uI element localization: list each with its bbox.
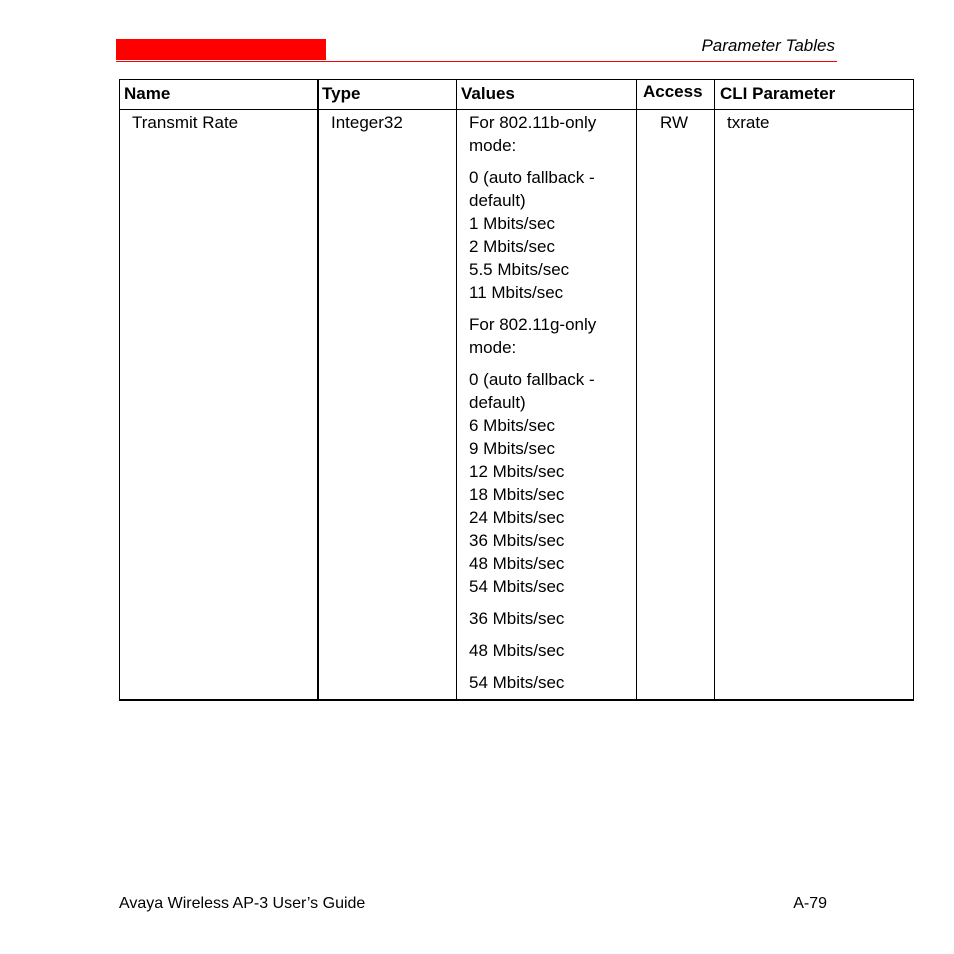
values-line: 18 Mbits/sec — [469, 485, 565, 504]
header-red-bar — [116, 39, 326, 60]
col-header-cli-parameter: CLI Parameter — [720, 84, 836, 103]
values-group-gap — [469, 630, 629, 639]
values-group-gap — [469, 359, 629, 368]
cell-name: Transmit Rate — [132, 113, 239, 132]
values-group-gap — [469, 598, 629, 607]
footer-page-number: A-79 — [793, 895, 827, 912]
col-header-values: Values — [461, 84, 515, 103]
column-divider — [456, 79, 457, 700]
values-line: 12 Mbits/sec — [469, 462, 565, 481]
values-line: 36 Mbits/sec — [469, 531, 565, 550]
cell-access: RW — [660, 113, 689, 132]
col-header-access: Access — [643, 82, 703, 101]
cell-type: Integer32 — [331, 113, 403, 132]
values-line: 5.5 Mbits/sec — [469, 260, 570, 279]
cell-cli-parameter: txrate — [727, 113, 770, 132]
values-line: 24 Mbits/sec — [469, 508, 565, 527]
values-line: For 802.11b-only — [469, 113, 597, 132]
table-border-bottom — [119, 699, 914, 701]
values-group-gap — [469, 662, 629, 671]
cell-values — [469, 111, 629, 694]
table-border-right — [913, 79, 914, 700]
values-line: 11 Mbits/sec — [469, 283, 564, 302]
values-line: 9 Mbits/sec — [469, 439, 555, 458]
values-line: mode: — [469, 136, 517, 155]
values-line: 54 Mbits/sec — [469, 673, 565, 692]
values-line: 48 Mbits/sec — [469, 641, 565, 660]
values-line: 54 Mbits/sec — [469, 577, 565, 596]
section-title: Parameter Tables — [701, 36, 835, 55]
parameter-table — [119, 79, 914, 700]
column-divider — [714, 79, 715, 700]
col-header-name: Name — [124, 84, 171, 103]
header-rule — [116, 61, 837, 62]
values-line: 0 (auto fallback - — [469, 370, 595, 389]
values-line: 36 Mbits/sec — [469, 609, 565, 628]
values-line: 2 Mbits/sec — [469, 237, 555, 256]
values-line: 48 Mbits/sec — [469, 554, 565, 573]
values-line: mode: — [469, 338, 517, 357]
values-group-gap — [469, 304, 629, 313]
table-border-left — [119, 79, 120, 700]
values-line: 1 Mbits/sec — [469, 214, 555, 233]
column-divider — [317, 79, 319, 700]
values-line: default) — [469, 393, 526, 412]
values-line: For 802.11g-only — [469, 315, 597, 334]
column-divider — [636, 79, 637, 700]
footer-guide-title: Avaya Wireless AP-3 User’s Guide — [119, 895, 366, 912]
table-border-top — [119, 79, 914, 80]
col-header-type: Type — [322, 84, 361, 103]
values-line: 0 (auto fallback - — [469, 168, 595, 187]
values-group-gap — [469, 157, 629, 166]
header-separator — [119, 109, 914, 110]
values-line: default) — [469, 191, 526, 210]
values-line: 6 Mbits/sec — [469, 416, 555, 435]
